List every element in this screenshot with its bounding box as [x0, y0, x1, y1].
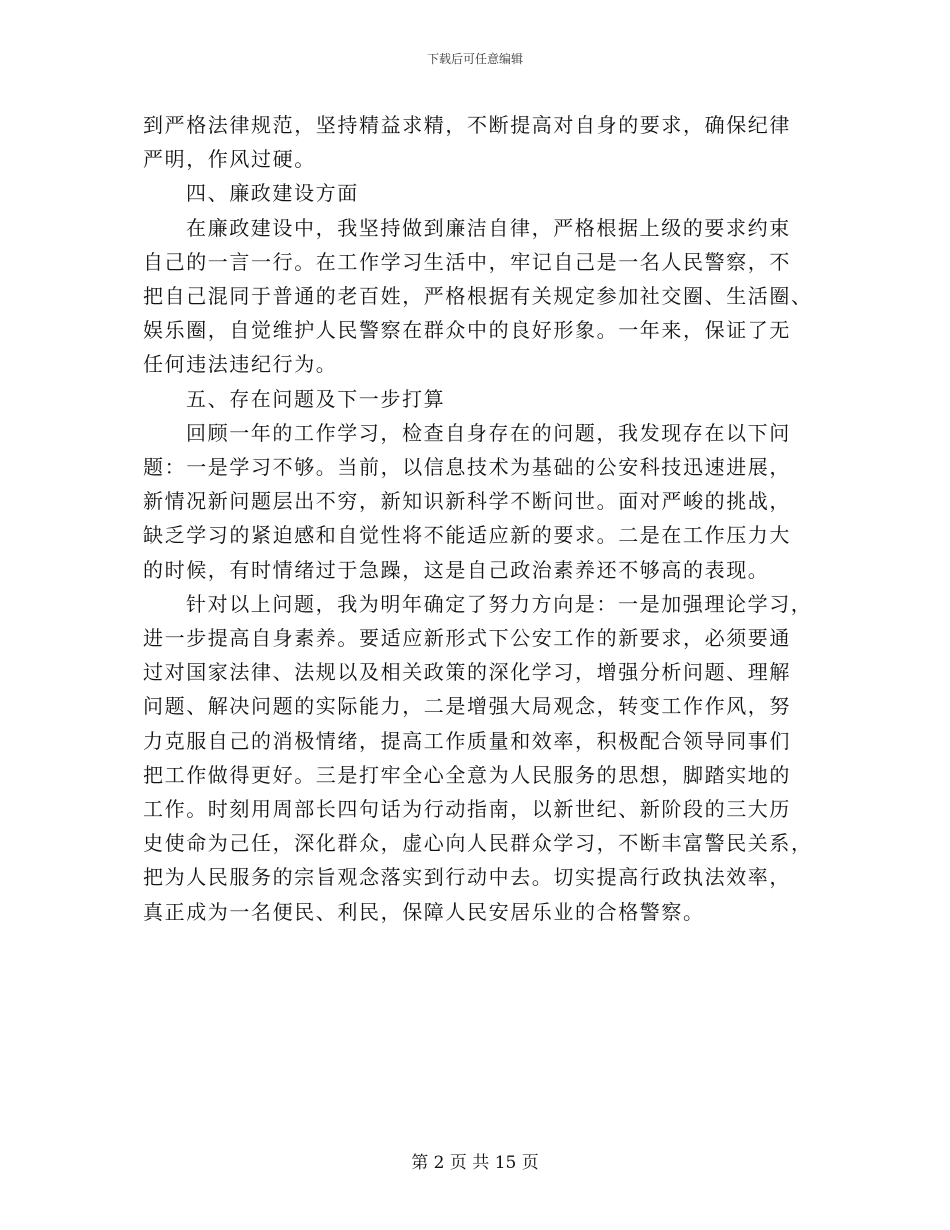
text-line: 娱乐圈，自觉维护人民警察在群众中的良好形象。一年来，保证了无	[143, 318, 791, 343]
text-line: 到严格法律规范，坚持精益求精，不断提高对自身的要求，确保纪律	[143, 113, 791, 137]
text-line: 回顾一年的工作学习，检查自身存在的问题，我发现存在以下问	[186, 420, 791, 445]
text-line: 真正成为一名便民、利民，保障人民安居乐业的合格警察。	[143, 899, 705, 924]
section-heading: 四、廉政建设方面	[186, 181, 359, 206]
text-line: 工作。时刻用周部长四句话为行动指南，以新世纪、新阶段的三大历	[143, 797, 791, 822]
text-line: 自己的一言一行。在工作学习生活中，牢记自己是一名人民警察，不	[143, 249, 791, 274]
text-line: 的时候，有时情绪过于急躁，这是自己政治素养还不够高的表现。	[143, 557, 770, 582]
text-line: 任何违法违纪行为。	[143, 352, 338, 377]
text-line: 严明，作风过硬。	[143, 147, 316, 172]
text-line: 力克服自己的消极情绪，提高工作质量和效率，积极配合领导同事们	[143, 728, 791, 753]
document-body	[143, 108, 813, 929]
text-line: 题：一是学习不够。当前，以信息技术为基础的公安科技迅速进展，	[143, 455, 791, 480]
text-line: 问题、解决问题的实际能力，二是增强大局观念，转变工作作风，努	[143, 694, 791, 719]
text-line: 史使命为己任，深化群众，虚心向人民群众学习，不断丰富警民关系，	[143, 831, 813, 856]
text-line: 针对以上问题，我为明年确定了努力方向是：一是加强理论学习，	[186, 591, 813, 616]
text-line: 进一步提高自身素养。要适应新形式下公安工作的新要求，必须要通	[143, 626, 791, 651]
section-heading: 五、存在问题及下一步打算	[186, 386, 446, 411]
page-number: 第 2 页 共 15 页	[411, 1153, 539, 1173]
text-line: 新情况新问题层出不穷，新知识新科学不断问世。面对严峻的挑战，	[143, 489, 791, 514]
text-line: 缺乏学习的紧迫感和自觉性将不能适应新的要求。二是在工作压力大	[143, 523, 791, 548]
text-line: 把自己混同于普通的老百姓，严格根据有关规定参加社交圈、生活圈、	[143, 284, 813, 309]
text-line: 把工作做得更好。三是打牢全心全意为人民服务的思想，脚踏实地的	[143, 762, 791, 787]
text-line: 把为人民服务的宗旨观念落实到行动中去。切实提高行政执法效率，	[143, 865, 791, 890]
text-line: 过对国家法律、法规以及相关政策的深化学习，增强分析问题、理解	[143, 660, 791, 685]
text-line: 在廉政建设中，我坚持做到廉洁自律，严格根据上级的要求约束	[186, 215, 791, 240]
page-header: 下载后可任意编辑	[426, 52, 523, 66]
